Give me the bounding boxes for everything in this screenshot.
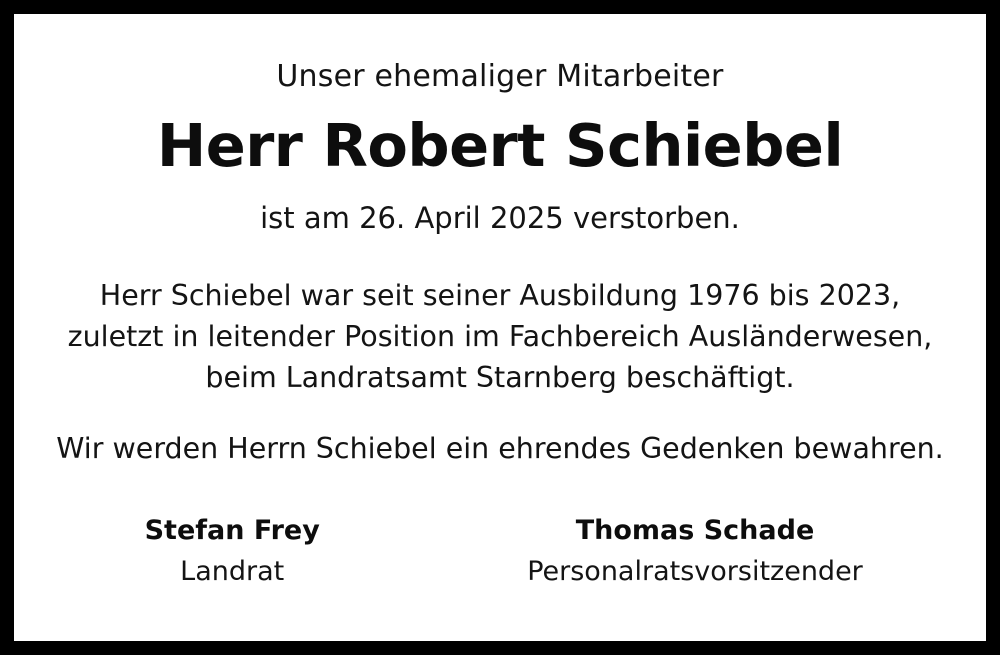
biography-paragraph — [68, 275, 933, 398]
biography-line-1: Herr Schiebel war seit seiner Ausbildung 1976 bis 2023, — [99, 278, 901, 312]
biography-line-3: beim Landratsamt Starnberg beschäftigt. — [205, 360, 795, 394]
intro-line: Unser ehemaliger Mitarbeiter — [276, 59, 724, 94]
signature-block — [137, 515, 327, 587]
signature-name: Stefan Frey — [144, 514, 320, 546]
remembrance-line-1: Wir werden Herrn Schiebel ein ehrendes Gedenken bewahren. — [56, 431, 944, 465]
obituary-notice — [14, 14, 986, 641]
signature-row — [14, 515, 986, 587]
signature-block — [527, 515, 863, 587]
remembrance-paragraph — [56, 428, 944, 469]
signature-role: Personalratsvorsitzender — [527, 556, 863, 587]
deceased-name: Herr Robert Schiebel — [156, 111, 844, 180]
signature-name: Thomas Schade — [575, 514, 815, 546]
signature-role: Landrat — [180, 556, 285, 587]
biography-line-2: zuletzt in leitender Position im Fachbereich Ausländerwesen, — [67, 319, 933, 353]
death-date-line: ist am 26. April 2025 verstorben. — [260, 200, 740, 235]
